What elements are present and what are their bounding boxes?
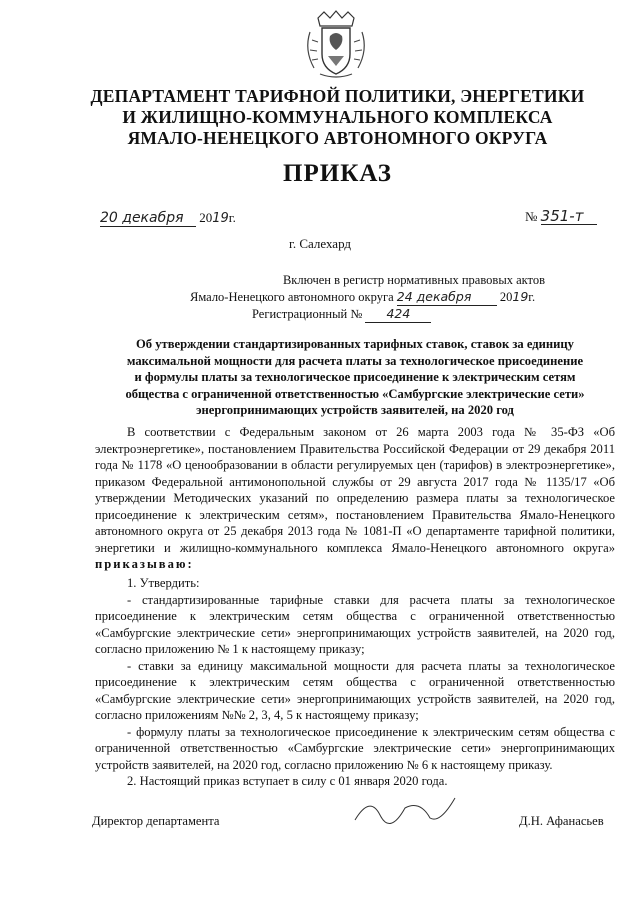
item-1-heading: 1. Утвердить:: [127, 576, 200, 590]
order-number: [525, 208, 597, 225]
item-2: 2. Настоящий приказ вступает в силу с 01 января 2020 года.: [127, 774, 448, 788]
item-1b: - ставки за единицу максимальной мощности для расчета платы за технологическое присоединение к электрическим сетям общества с ограниченной ответственностью «Самбургские электрические сети» энергопринимающих устройств заявителей, на 2020 год, согласно приложениям №№ 2, 3, 4, 5 к настоящему приказу;: [95, 658, 615, 722]
year-prefix: 20: [199, 210, 213, 225]
item-1a: - стандартизированные тарифные ставки для расчета платы за технологическое присоединение к электрическим сетям общества с ограниченной ответственностью «Самбургские электрические сети» энергопринимающих устройств заявителей, на 2020 год, согласно приложению № 1 к настоящему приказу;: [95, 592, 615, 656]
registry-year-suffix: г.: [528, 290, 536, 304]
coat-of-arms-icon: [300, 10, 372, 80]
number-handwritten: 351-т: [541, 208, 597, 225]
department-name-line-3: ЯМАЛО-НЕНЕЦКОГО АВТОНОМНОГО ОКРУГА: [127, 128, 548, 148]
registry-line-1: Включен в регистр нормативных правовых актов: [282, 273, 545, 287]
signature-name: Д.Н. Афанасьев: [519, 814, 604, 828]
registry-region: Ямало-Ненецкого автономного округа: [190, 290, 394, 304]
number-prefix: №: [525, 209, 538, 224]
department-name-line-2: И ЖИЛИЩНО-КОММУНАЛЬНОГО КОМПЛЕКСА: [122, 107, 553, 127]
item-1c: - формулу платы за технологическое присоединение к электрическим сетям общества с ограниченной ответственностью «Самбургские электрические сети» энергопринимающих устройств заявителей, на 2020 год, согласно приложению № 6 к настоящему приказу.: [95, 724, 615, 772]
decree-word: приказываю:: [95, 557, 194, 571]
subject-line-4: общества с ограниченной ответственностью «Самбургские электрические сети»: [125, 386, 585, 401]
registry-line-3: [252, 306, 431, 323]
order-items: [95, 575, 615, 790]
document-type-title: ПРИКАЗ: [283, 160, 392, 187]
registry-year-handwritten: 19: [512, 289, 529, 304]
order-date: [100, 210, 236, 227]
registry-number-label: Регистрационный №: [252, 307, 363, 321]
preamble-text: В соответствии с Федеральным законом от 26 марта 2003 года № 35-ФЗ «Об электроэнергетике», постановлением Правительства Российской Федерации от 29 декабря 2011 года № 1178 «О ценообразовании в области регулируемых цен (тарифов) в электроэнергетике», приказом Федеральной антимонопольной службы от 29 августа 2017 года № 1135/17 «Об утверждении Методических указаний по определению размера платы за технологическое присоединение к электрическим сетям», постановлением Правительства Ямало-Ненецкого автономного округа от 25 декабря 2013 года № 1081-П «О департаменте тарифной политики, энергетики и жилищно-коммунального комплекса Ямало-Ненецкого автономного округа»: [95, 425, 615, 555]
registry-date-handwritten: 24 декабря: [397, 289, 497, 306]
date-handwritten: 20 декабря: [100, 210, 196, 227]
subject-line-2: максимальной мощности для расчета платы за технологическое присоединение: [126, 353, 584, 368]
department-name-line-1: ДЕПАРТАМЕНТ ТАРИФНОЙ ПОЛИТИКИ, ЭНЕРГЕТИКИ: [90, 86, 585, 106]
year-handwritten: 19: [212, 211, 229, 226]
signature-position: Директор департамента: [92, 814, 220, 828]
city: г. Салехард: [288, 236, 352, 251]
preamble-paragraph: [95, 424, 615, 573]
subject-line-5: энергопринимающих устройств заявителей, на 2020 год: [196, 403, 514, 417]
handwritten-signature-icon: [350, 790, 460, 830]
registry-number-handwritten: 424: [365, 306, 431, 323]
subject-line-1: Об утверждении стандартизированных тарифных ставок, ставок за единицу: [136, 337, 574, 351]
subject-line-3: и формулы платы за технологическое присоединение к электрическим сетям: [134, 370, 576, 384]
registry-line-2: [190, 289, 535, 306]
preamble-block: [95, 424, 615, 573]
order-subject: [95, 336, 615, 419]
registry-year-prefix: 20: [499, 290, 513, 304]
year-suffix: г.: [228, 210, 236, 225]
